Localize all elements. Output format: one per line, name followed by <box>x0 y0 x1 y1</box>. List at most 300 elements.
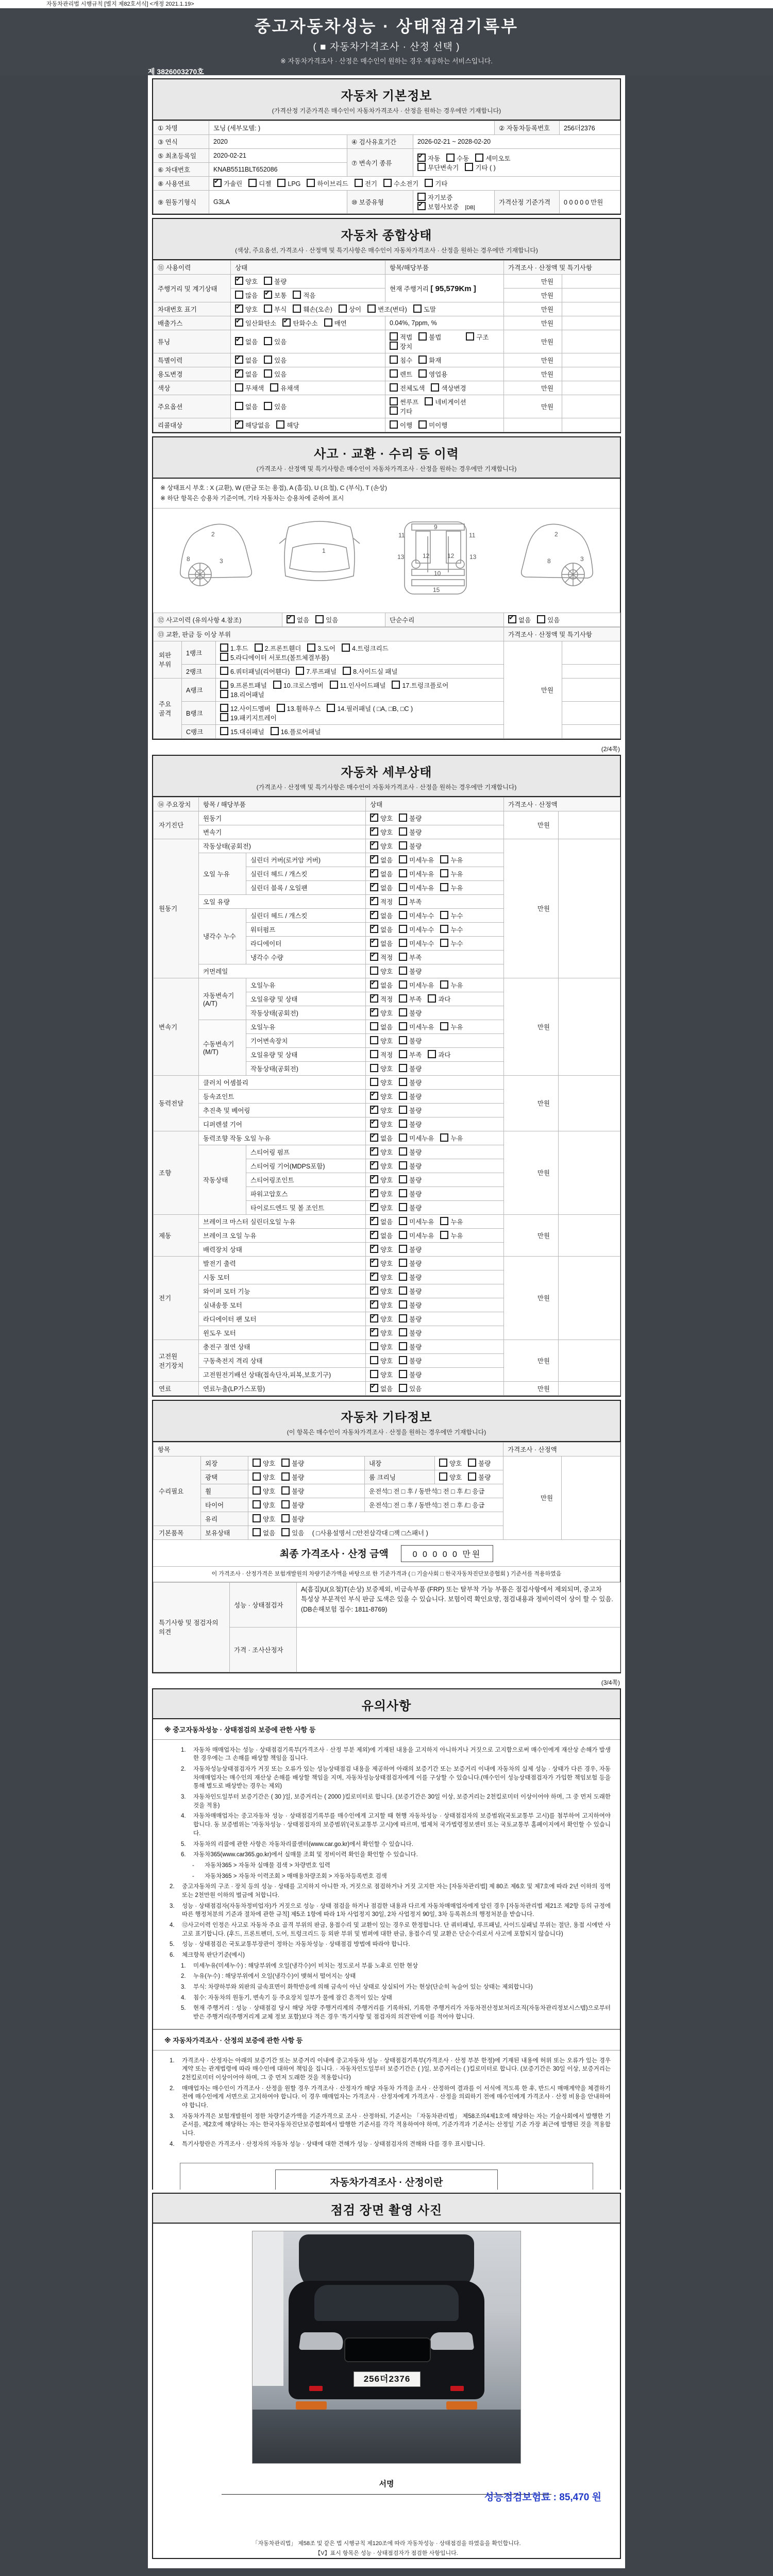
checkbox-option[interactable]: 누유 <box>440 1135 463 1142</box>
checkbox-option[interactable]: ✔ 적정 <box>370 954 393 961</box>
checkbox-option[interactable]: 19.패키지트레이 <box>220 715 277 722</box>
checkbox-option[interactable]: 미세누유 <box>399 1218 434 1226</box>
checkbox-option[interactable]: ✔ 탄화수소 <box>282 320 317 327</box>
cell: ⑭ 주요장치 <box>154 797 199 811</box>
checkbox-option[interactable]: 양호 <box>439 1474 462 1481</box>
checkbox-option[interactable]: 부족 <box>399 1052 422 1059</box>
checkbox-option[interactable]: ✔자동 <box>417 155 440 162</box>
checkbox-icon <box>370 1161 378 1170</box>
checkbox-option[interactable]: 전기 <box>355 180 377 188</box>
checkbox-option[interactable]: 이행 <box>390 422 412 429</box>
checkbox-icon <box>220 681 228 689</box>
checkbox-option[interactable]: 불량 <box>264 278 287 285</box>
checkbox-option[interactable]: 양호 <box>370 1371 393 1379</box>
checkbox-option[interactable]: 양호 <box>370 1358 393 1365</box>
cell: 동력전달 <box>154 1075 199 1131</box>
checkbox-icon <box>271 727 279 735</box>
checkbox-option[interactable]: 미세누수 <box>399 940 434 947</box>
cell <box>559 839 620 978</box>
remark-row <box>154 1582 620 1627</box>
checkbox-option[interactable]: 불량 <box>399 1288 422 1295</box>
checkbox-option[interactable]: 있음 <box>537 617 560 624</box>
document-flow <box>0 75 773 2190</box>
checkbox-option[interactable]: 양호 <box>370 968 393 975</box>
basic-info-section <box>152 78 621 215</box>
checkbox-option[interactable]: 미세누유 <box>399 885 434 892</box>
other-info-row <box>154 1456 620 1470</box>
checkbox-option[interactable]: ✔ 양호 <box>370 1302 393 1309</box>
checkbox-option[interactable]: ✔ 없음 <box>235 357 258 364</box>
checkbox-option[interactable]: 양호 <box>253 1460 275 1467</box>
checkbox-option[interactable]: 8.사이드실 패널 <box>343 668 397 675</box>
cell <box>216 641 504 664</box>
checkbox-option[interactable]: ✔ 양호 <box>370 1149 393 1156</box>
cell <box>559 1381 620 1395</box>
checkbox-option[interactable]: 없음 <box>370 1024 393 1031</box>
cell: G3LA <box>209 191 347 214</box>
checkbox-option[interactable]: ✔ 적정 <box>370 996 393 1003</box>
checkbox-icon <box>253 1472 261 1481</box>
checkbox-option[interactable]: ✔ 양호 <box>370 843 393 850</box>
cell <box>435 1470 503 1484</box>
checkbox-option[interactable]: ✔ 양호 <box>235 306 258 313</box>
checkbox-icon <box>370 980 378 989</box>
checkbox-option[interactable]: 불량 <box>399 1038 422 1045</box>
checkbox-option[interactable]: 불량 <box>399 1079 422 1087</box>
checkbox-option[interactable]: 불량 <box>399 1358 422 1365</box>
checkbox-option[interactable]: ✔ 가솔린 <box>213 180 242 188</box>
checkbox-option[interactable]: ✔ 없음 <box>370 1385 393 1393</box>
checkbox-option[interactable]: 미세누유 <box>399 982 434 989</box>
checkbox-option[interactable]: 불량 <box>281 1488 304 1495</box>
checkbox-option[interactable]: 6.쿼터패널(리어휀다) <box>220 668 290 675</box>
cell <box>366 1326 504 1340</box>
section-header: 사고 · 교환 · 수리 등 이력 (가격조사 · 산정액 및 특기사항은 매수인이 자동차가격조사 · 산정을 원하는 경우에만 기재합니다) <box>153 437 620 479</box>
checkbox-option[interactable]: 자기보증 <box>417 194 452 201</box>
checkbox-option[interactable]: ✔ 없음 <box>235 338 258 346</box>
checkbox-option[interactable]: 상이 <box>339 306 361 313</box>
checkbox-option[interactable]: 누유 <box>440 982 463 989</box>
car-grille <box>344 2337 431 2362</box>
checkbox-option[interactable]: ✔ 없음 <box>370 912 393 920</box>
checkbox-option[interactable]: ✔ 없음 <box>370 857 393 864</box>
cell: 만원 <box>504 811 559 839</box>
cell <box>562 418 620 432</box>
checkbox-option[interactable]: 변조(변타) <box>367 306 407 313</box>
checkbox-option[interactable]: 네비게이션 <box>425 399 466 406</box>
checkbox-option[interactable]: ✔ 해당없음 <box>235 422 270 429</box>
cell <box>366 1381 504 1395</box>
checkbox-option[interactable]: ✔ 없음 <box>287 617 309 624</box>
checkbox-option[interactable]: ✔ 양호 <box>370 1177 393 1184</box>
checkbox-icon <box>281 1472 290 1481</box>
cell: ③ 연식 <box>154 135 209 149</box>
checkbox-option[interactable]: 양호 <box>370 1065 393 1073</box>
checkbox-option[interactable]: 있음 <box>281 1530 304 1537</box>
checkbox-option[interactable]: 불량 <box>281 1474 304 1481</box>
notice-item: 5. 현재 주행거리 : 성능 · 상태점검 당시 해당 차량 주행거리계의 주행거리를 기록하되, 기록한 주행거리가 자동차전산정보처리조직(자동차관리정보시스템)으로부터 받은 주행거리(주행거리계 교체 정보 포함)보다 적은 경우 '특기사항 및 점검자의 의견'란에 이를 적어야 합니다. <box>181 2005 611 2020</box>
checkbox-option[interactable]: 불량 <box>399 1149 422 1156</box>
cell <box>562 724 620 738</box>
checkbox-option[interactable]: 영업용 <box>418 371 447 378</box>
checkbox-option[interactable]: ✔ 없음 <box>370 871 393 878</box>
cell: 기어변속장치 <box>246 1033 366 1047</box>
page-title: 중고자동차성능 · 상태점검기록부 <box>254 17 519 36</box>
checkbox-option[interactable]: 있음 <box>264 338 287 346</box>
checkbox-icon <box>327 704 335 712</box>
checkbox-option[interactable]: 유채색 <box>270 385 299 392</box>
checkbox-option[interactable]: 양호 <box>253 1474 275 1481</box>
checkbox-icon <box>370 967 378 975</box>
checkbox-icon <box>418 420 427 429</box>
checkbox-option[interactable]: ✔ 양호 <box>370 1288 393 1295</box>
checkbox-option[interactable]: 불량 <box>399 1371 422 1379</box>
checkbox-icon <box>253 1500 261 1509</box>
checkbox-option[interactable]: 9.프론트패널 <box>220 682 267 689</box>
checkbox-icon <box>307 179 315 187</box>
cell: A랭크 <box>182 678 216 701</box>
cell: 추진축 및 베어링 <box>199 1103 366 1117</box>
cell: 1랭크 <box>182 641 216 664</box>
checkbox-option[interactable]: 누수 <box>440 926 463 934</box>
checkbox-option[interactable]: 불량 <box>399 815 422 822</box>
checkbox-icon <box>367 304 376 313</box>
checkbox-option[interactable]: ✔ 양호 <box>370 1274 393 1281</box>
checkbox-option[interactable]: ✔ 양호 <box>370 1191 393 1198</box>
checkbox-option[interactable]: 수소전기 <box>383 180 418 188</box>
cell <box>209 177 620 191</box>
cell <box>562 275 620 289</box>
cell <box>366 1020 504 1033</box>
checkbox-option[interactable]: 부식 <box>264 306 287 313</box>
cell: 운전석□ 전 □ 후 / 동반석□ 전 □ 후 /□ 응급 <box>365 1484 503 1498</box>
cell <box>366 1159 504 1173</box>
cell: 256더2376 <box>560 121 620 135</box>
checkbox-option[interactable]: ✔ 양호 <box>370 1121 393 1128</box>
checkbox-option[interactable]: 양호 <box>253 1516 275 1523</box>
checkbox-option[interactable]: 있음 <box>264 357 287 364</box>
cell: 외판 부위 <box>154 641 182 678</box>
checkbox-option[interactable]: 불량 <box>281 1460 304 1467</box>
checkbox-option[interactable]: 누수 <box>440 940 463 947</box>
notice-item: 6. 체크항목 판단기준(예시) <box>170 1952 245 1958</box>
checkbox-option[interactable]: 미세누수 <box>399 912 434 920</box>
checkbox-icon <box>264 402 272 410</box>
checkbox-option[interactable]: 불량 <box>468 1474 491 1481</box>
checkbox-option[interactable]: 부족 <box>399 954 422 961</box>
checkbox-option[interactable]: 미세누유 <box>399 1232 434 1240</box>
checkbox-option[interactable]: 무채색 <box>235 385 264 392</box>
checkbox-option[interactable]: ✔ 일산화탄소 <box>235 320 276 327</box>
checkbox-option[interactable]: 불량 <box>399 829 422 836</box>
cell: 자동변속기 (A/T) <box>199 978 246 1020</box>
checkbox-icon <box>264 304 272 313</box>
checkbox-option[interactable]: 화재 <box>418 357 441 364</box>
checkbox-option[interactable]: ✔ 양호 <box>370 1093 393 1100</box>
checkbox-icon <box>417 202 426 210</box>
checkbox-option[interactable]: 누수 <box>440 912 463 920</box>
checkbox-option[interactable]: ✔ 양호 <box>370 1205 393 1212</box>
final-price-note: 이 가격조사 · 산정가격은 보험개발원의 차량기준가액을 바탕으로 한 기준가격과 ( □ 기술사회 □ 한국자동차진단보증협회 ) 기준서를 적용하였음 <box>153 1567 620 1582</box>
checkbox-option[interactable]: 불량 <box>399 1065 422 1073</box>
checkbox-option[interactable]: 누유 <box>440 871 463 878</box>
checkbox-option[interactable]: 15.대쉬패널 <box>220 728 264 736</box>
cell: 가격조사 · 산정액 및 특기사항 <box>504 627 620 641</box>
detail-row <box>154 1381 620 1395</box>
checkbox-icon <box>220 704 228 712</box>
checkbox-option[interactable]: ✔ 양호 <box>370 829 393 836</box>
checkbox-option[interactable]: 세미오토 <box>475 155 510 162</box>
rank-row <box>154 641 620 664</box>
checkbox-option[interactable]: 양호 <box>439 1460 462 1467</box>
checkbox-option[interactable]: 미이행 <box>418 422 447 429</box>
cell <box>562 641 620 664</box>
checkbox-option[interactable]: 미세누수 <box>399 926 434 934</box>
checkbox-option[interactable]: 양호 <box>253 1488 275 1495</box>
cell <box>385 395 504 418</box>
checkbox-option[interactable]: 구조 <box>466 334 489 341</box>
checkbox-option[interactable]: 불량 <box>399 1302 422 1309</box>
checkbox-option[interactable]: 누유 <box>440 885 463 892</box>
checkbox-option[interactable]: ✔ 없음 <box>508 617 531 624</box>
checkbox-icon <box>282 318 291 327</box>
checkbox-option[interactable]: 불량 <box>399 1107 422 1114</box>
checkbox-option[interactable]: 불량 <box>399 1246 422 1253</box>
checkbox-option[interactable]: 불량 <box>399 1177 422 1184</box>
checkbox-option[interactable]: 색상변경 <box>431 385 466 392</box>
checkbox-option[interactable]: 훼손(오손) <box>293 306 332 313</box>
cell: 색상 <box>154 381 231 395</box>
overall-state-table <box>153 260 620 432</box>
checkbox-option[interactable]: 13.휠하우스 <box>277 705 321 713</box>
checkbox-icon <box>399 953 407 961</box>
checkbox-option[interactable]: 2.프론트휀더 <box>255 645 301 652</box>
checkbox-option[interactable]: 장치 <box>390 343 412 350</box>
checkbox-icon <box>235 277 243 285</box>
checkbox-option[interactable]: ✔보험사보증 <box>417 204 459 211</box>
checkbox-option[interactable]: 불량 <box>399 843 422 850</box>
cell: 만원 <box>504 839 559 978</box>
checkbox-option[interactable]: ✔ 없음 <box>370 940 393 947</box>
checkbox-option[interactable]: 적음 <box>293 292 315 299</box>
checkbox-option[interactable]: ✔ 없음 <box>370 1218 393 1226</box>
cell: 브레이크 오일 누유 <box>199 1228 366 1242</box>
checkbox-option[interactable]: 부족 <box>399 899 422 906</box>
checkbox-option[interactable]: 불량 <box>281 1516 304 1523</box>
checkbox-option[interactable]: 기타 <box>390 408 412 415</box>
cell <box>562 367 620 381</box>
checkbox-icon <box>399 1342 407 1350</box>
cell: B랭크 <box>182 701 216 724</box>
checkbox-option[interactable]: 있음 <box>264 371 287 378</box>
checkbox-option[interactable]: 전체도색 <box>390 385 425 392</box>
checkbox-icon <box>440 980 448 989</box>
checkbox-option[interactable]: 5.라디에이터 서포트(볼트체결부품) <box>220 654 329 662</box>
cell <box>366 1242 504 1256</box>
checkbox-option[interactable]: 미세누유 <box>399 1024 434 1031</box>
checkbox-option[interactable]: 과다 <box>428 996 450 1003</box>
checkbox-option[interactable]: 기타 ( ) <box>465 164 495 172</box>
checkbox-icon <box>235 291 243 299</box>
cell: ⑨ 원동기형식 <box>154 191 209 214</box>
checkbox-icon <box>370 1314 378 1323</box>
cell: 가격 · 조사산정자 <box>230 1627 297 1672</box>
checkbox-option[interactable]: 미세누유 <box>399 1135 434 1142</box>
cell <box>216 664 504 678</box>
cell: 라디에이터 팬 모터 <box>199 1312 366 1326</box>
checkbox-option[interactable]: 양호 <box>370 1038 393 1045</box>
bumper-red-accent-right <box>450 2386 464 2391</box>
checkbox-option[interactable]: 누유 <box>440 857 463 864</box>
checkbox-option[interactable]: ✔ 양호 <box>370 1316 393 1323</box>
checkbox-option[interactable]: 썬루프 <box>390 399 418 406</box>
checkbox-option[interactable]: 불량 <box>399 1093 422 1100</box>
checkbox-option[interactable]: 하이브리드 <box>307 180 348 188</box>
checkbox-option[interactable]: 있음 <box>264 403 287 411</box>
checkbox-option[interactable]: ✔ 양호 <box>370 1010 393 1017</box>
cell: 연료누출(LP가스포함) <box>199 1381 366 1395</box>
checkbox-option[interactable]: 누유 <box>440 1232 463 1240</box>
checkbox-option[interactable]: 적정 <box>370 1052 393 1059</box>
checkbox-option[interactable]: ✔ 양호 <box>370 1163 393 1170</box>
checkbox-option[interactable]: 도말 <box>413 306 436 313</box>
checkbox-option[interactable]: 12.사이드멤버 <box>220 705 271 713</box>
checkbox-option[interactable]: 매연 <box>324 320 347 327</box>
checkbox-option[interactable]: ✔ 없음 <box>370 1135 393 1142</box>
checkbox-option[interactable]: ✔ 없음 <box>370 982 393 989</box>
inspection-photo <box>252 2231 521 2464</box>
cell <box>562 381 620 395</box>
checkbox-option[interactable]: 누유 <box>440 1024 463 1031</box>
checkbox-option[interactable]: 불량 <box>399 1274 422 1281</box>
checkbox-option[interactable]: 불량 <box>399 1330 422 1337</box>
notice-item: 4. 특기사항란은 가격조사 · 산정자의 자동차 성능 · 상태에 대한 견해가 성능 · 상태점검자의 견해와 다를 경우 표시합니다. <box>170 2141 485 2147</box>
checkbox-option[interactable]: 디젤 <box>248 180 271 188</box>
checkbox-icon <box>399 1259 407 1267</box>
checkbox-option[interactable]: 침수 <box>390 357 412 364</box>
checkbox-icon <box>399 1273 407 1281</box>
checkbox-option[interactable]: 불량 <box>399 1010 422 1017</box>
checkbox-option[interactable]: 3.도어 <box>307 645 335 652</box>
checkbox-option[interactable]: ✔ 적정 <box>370 899 393 906</box>
cell: 클러치 어셈블리 <box>199 1075 366 1089</box>
cell <box>562 302 620 316</box>
checkbox-option[interactable]: 미세누유 <box>399 871 434 878</box>
cell <box>231 302 504 316</box>
cell: 냉각수 누수 <box>199 908 246 964</box>
checkbox-icon <box>399 1189 407 1197</box>
checkbox-icon <box>399 1133 407 1142</box>
checkbox-icon <box>235 369 243 378</box>
checkbox-option[interactable]: 불량 <box>399 1163 422 1170</box>
checkbox-icon <box>399 967 407 975</box>
checkbox-option[interactable]: 부족 <box>399 996 422 1003</box>
checkbox-option[interactable]: ✔ 없음 <box>370 885 393 892</box>
checkbox-option[interactable]: 많음 <box>235 292 258 299</box>
checkbox-option[interactable]: 7.루프패널 <box>296 668 337 675</box>
checkbox-option[interactable]: 양호 <box>370 1344 393 1351</box>
checkbox-option[interactable]: 미세누유 <box>399 857 434 864</box>
checkbox-option[interactable]: ✔ 양호 <box>370 1330 393 1337</box>
checkbox-option[interactable]: 14.필러패널 ( □A, □B, □C ) <box>327 705 413 713</box>
checkbox-option[interactable]: 16.플로어패널 <box>271 728 321 736</box>
checkbox-option[interactable]: 불량 <box>399 968 422 975</box>
checkbox-option[interactable]: 불량 <box>399 1121 422 1128</box>
checkbox-option[interactable]: 불량 <box>399 1344 422 1351</box>
checkbox-option[interactable]: 있음 <box>399 1385 422 1393</box>
accident-history-section <box>152 436 621 740</box>
checkbox-option[interactable]: 있음 <box>315 617 338 624</box>
checkbox-option[interactable]: 양호 <box>370 1079 393 1087</box>
checkbox-option[interactable]: 과다 <box>428 1052 450 1059</box>
cell <box>562 664 620 678</box>
checkbox-option[interactable]: ✔ 양호 <box>370 1260 393 1267</box>
cell: 실린더 헤드 / 개스킷 <box>246 908 366 922</box>
checkbox-icon <box>399 869 407 877</box>
checkbox-option[interactable]: 없음 <box>235 403 258 411</box>
checkbox-option[interactable]: 불법 <box>418 334 441 341</box>
checkbox-option[interactable]: 1.후드 <box>220 645 248 652</box>
checkbox-option[interactable]: 17.트렁크플로어 <box>392 682 448 689</box>
notices-body-a <box>153 1740 620 2029</box>
section-header: 자동차 기본정보 (가격산정 기준가격은 매수인이 자동차가격조사 · 산정을 원하는 경우에만 기재합니다) <box>153 79 620 121</box>
checkbox-option[interactable]: 양호 <box>253 1502 275 1509</box>
checkbox-icon <box>370 827 378 836</box>
checkbox-icon <box>253 1459 261 1467</box>
cell <box>366 825 504 839</box>
checkbox-option[interactable]: LPG <box>277 180 300 188</box>
checkbox-option[interactable]: 18.리어패널 <box>220 691 264 699</box>
checkbox-option[interactable]: ✔ 양호 <box>370 815 393 822</box>
checkbox-option[interactable]: 10.크로스멤버 <box>273 682 324 689</box>
checkbox-option[interactable]: 불량 <box>399 1205 422 1212</box>
checkbox-option[interactable]: 누유 <box>440 1218 463 1226</box>
checkbox-option[interactable]: 무단변속기 <box>417 164 459 172</box>
garage-pillar <box>253 2231 283 2386</box>
checkbox-option[interactable]: 해당 <box>276 422 299 429</box>
checkbox-option[interactable]: ✔ 보통 <box>264 292 287 299</box>
checkbox-option[interactable]: 수동 <box>446 155 469 162</box>
checkbox-icon <box>390 355 398 364</box>
checkbox-option[interactable]: ✔ 양호 <box>370 1246 393 1253</box>
checkbox-option[interactable]: 불량 <box>281 1502 304 1509</box>
checkbox-option[interactable]: 불량 <box>399 1260 422 1267</box>
checkbox-icon <box>399 814 407 822</box>
checkbox-option[interactable]: ✔ 양호 <box>370 1107 393 1114</box>
cell: 와이퍼 모터 기능 <box>199 1284 366 1298</box>
checkbox-option[interactable]: ✔양호 <box>235 278 258 285</box>
checkbox-option[interactable]: 4.트렁크리드 <box>342 645 389 652</box>
checkbox-option[interactable]: 기타 <box>425 180 447 188</box>
checkbox-option[interactable]: 렌트 <box>390 371 412 378</box>
checkbox-icon <box>264 355 272 364</box>
checkbox-option[interactable]: ✔ 없음 <box>370 1232 393 1240</box>
checkbox-option[interactable]: ✔ 없음 <box>235 371 258 378</box>
notices-header: 유의사항 <box>153 1689 620 1719</box>
checkbox-icon <box>417 193 426 201</box>
cell: 실린더 블록 / 오일팬 <box>246 880 366 894</box>
cell <box>366 1061 504 1075</box>
notice-item: 1. 미세누유(미세누수) : 해당부위에 오일(냉각수)이 비치는 정도로서 부품 노후로 인한 현상 <box>181 1962 418 1969</box>
checkbox-option[interactable]: ✔ 없음 <box>370 926 393 934</box>
checkbox-option[interactable]: 불량 <box>468 1460 491 1467</box>
checkbox-option[interactable]: 불량 <box>399 1316 422 1323</box>
checkbox-option[interactable]: 없음 <box>253 1530 275 1537</box>
checkbox-option[interactable]: 적법 <box>390 334 412 341</box>
cell <box>559 1131 620 1214</box>
checkbox-option[interactable]: 불량 <box>399 1191 422 1198</box>
checkbox-option[interactable]: 11.인사이드패널 <box>330 682 386 689</box>
